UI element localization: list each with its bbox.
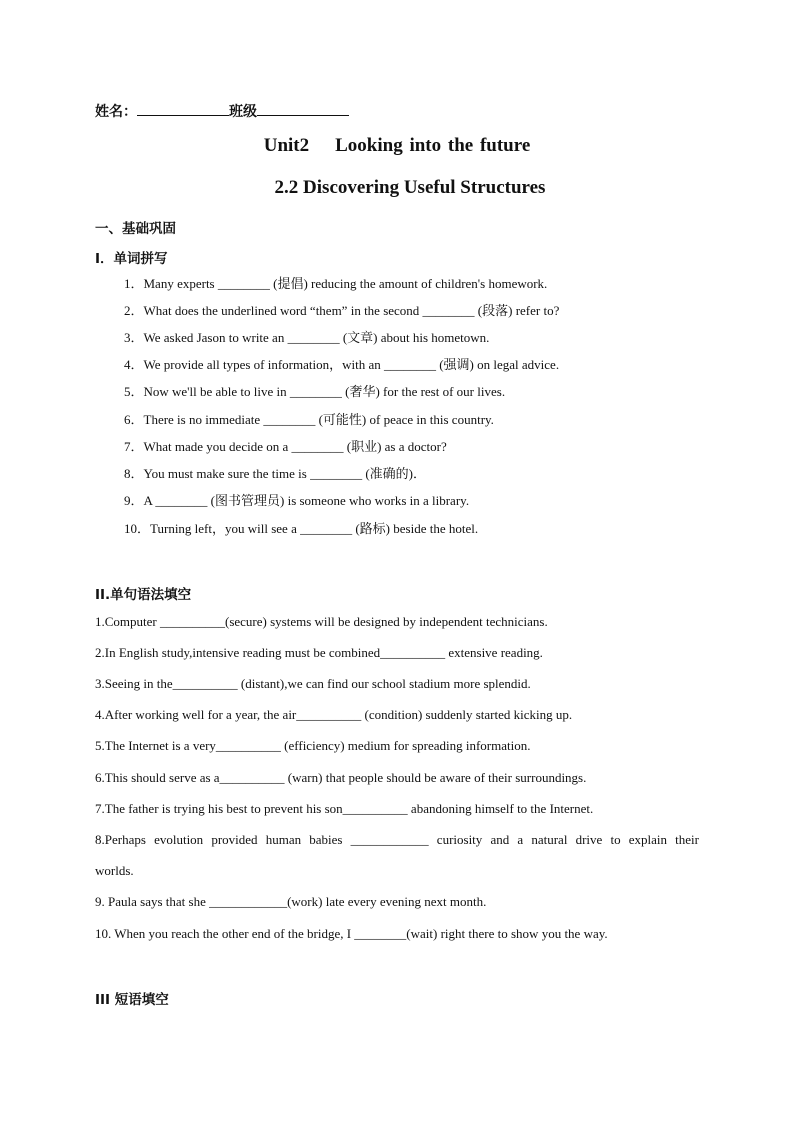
part2-item-9: 9. Paula says that she ____________(work) late every evening next month.: [95, 894, 487, 909]
name-label: 姓名：: [95, 104, 137, 120]
lesson-subtitle: 2.2 Discovering Useful Structures: [274, 177, 546, 198]
part2-item-4: 4.After working well for a year, the air__________ (condition) suddenly started kicking up.: [95, 707, 573, 722]
part1-item-2: 2．What does the underlined word “them” in the second ________ (段落) refer to?: [124, 303, 560, 318]
part1-item-9: 9．A ________ (图书管理员) is someone who works in a library.: [124, 493, 470, 508]
part2-item-2: 2.In English study,intensive reading must be combined__________ extensive reading.: [95, 645, 543, 660]
part1-item-4: 4．We provide all types of information，with an ________ (强调) on legal advice.: [124, 357, 560, 372]
class-blank[interactable]: [257, 103, 349, 116]
unit-number: Unit2: [263, 135, 310, 156]
part1-item-8: 8．You must make sure the time is ________ (准确的)．: [124, 466, 426, 481]
part1-heading: I．单词拼写: [95, 251, 168, 267]
part1-item-10: 10．Turning left，you will see a ________ (路标) beside the hotel.: [124, 521, 479, 536]
part1-item-1: 1．Many experts ________ (提倡) reducing the amount of children's homework.: [124, 276, 548, 291]
part1-item-6: 6．There is no immediate ________ (可能性) of peace in this country.: [124, 412, 494, 427]
name-blank[interactable]: [137, 103, 229, 116]
part2-item-10: 10. When you reach the other end of the bridge, I ________(wait) right there to show you the way.: [95, 926, 608, 941]
unit-topic: Looking into the future: [335, 135, 531, 156]
part2-heading: II.单句语法填空: [95, 587, 192, 603]
student-info-line: [95, 101, 349, 121]
part3-heading: III 短语填空: [95, 992, 169, 1008]
part1-item-5: 5．Now we'll be able to live in ________ (奢华) for the rest of our lives.: [124, 384, 506, 399]
class-label: 班级: [229, 104, 257, 120]
part2-item-1: 1.Computer __________(secure) systems will be designed by independent technicians.: [95, 614, 548, 629]
part1-item-7: 7．What made you decide on a ________ (职业) as a doctor?: [124, 439, 447, 454]
part2-item-7: 7.The father is trying his best to prevent his son__________ abandoning himself to the Internet.: [95, 801, 594, 816]
part2-item-8-line2: worlds.: [95, 863, 134, 878]
unit-title: [0, 135, 794, 157]
part2-item-8-line1: 8.Perhaps evolution provided human babies ____________ curiosity and a natural drive to explain their: [95, 832, 699, 847]
part2-item-6: 6.This should serve as a__________ (warn) that people should be aware of their surroundings.: [95, 770, 587, 785]
section-basic-consolidation: 一、基础巩固: [95, 221, 176, 237]
part1-item-3: 3．We asked Jason to write an ________ (文章) about his hometown.: [124, 330, 490, 345]
part2-item-3: 3.Seeing in the__________ (distant),we can find our school stadium more splendid.: [95, 676, 531, 691]
part2-item-5: 5.The Internet is a very__________ (efficiency) medium for spreading information.: [95, 738, 531, 753]
